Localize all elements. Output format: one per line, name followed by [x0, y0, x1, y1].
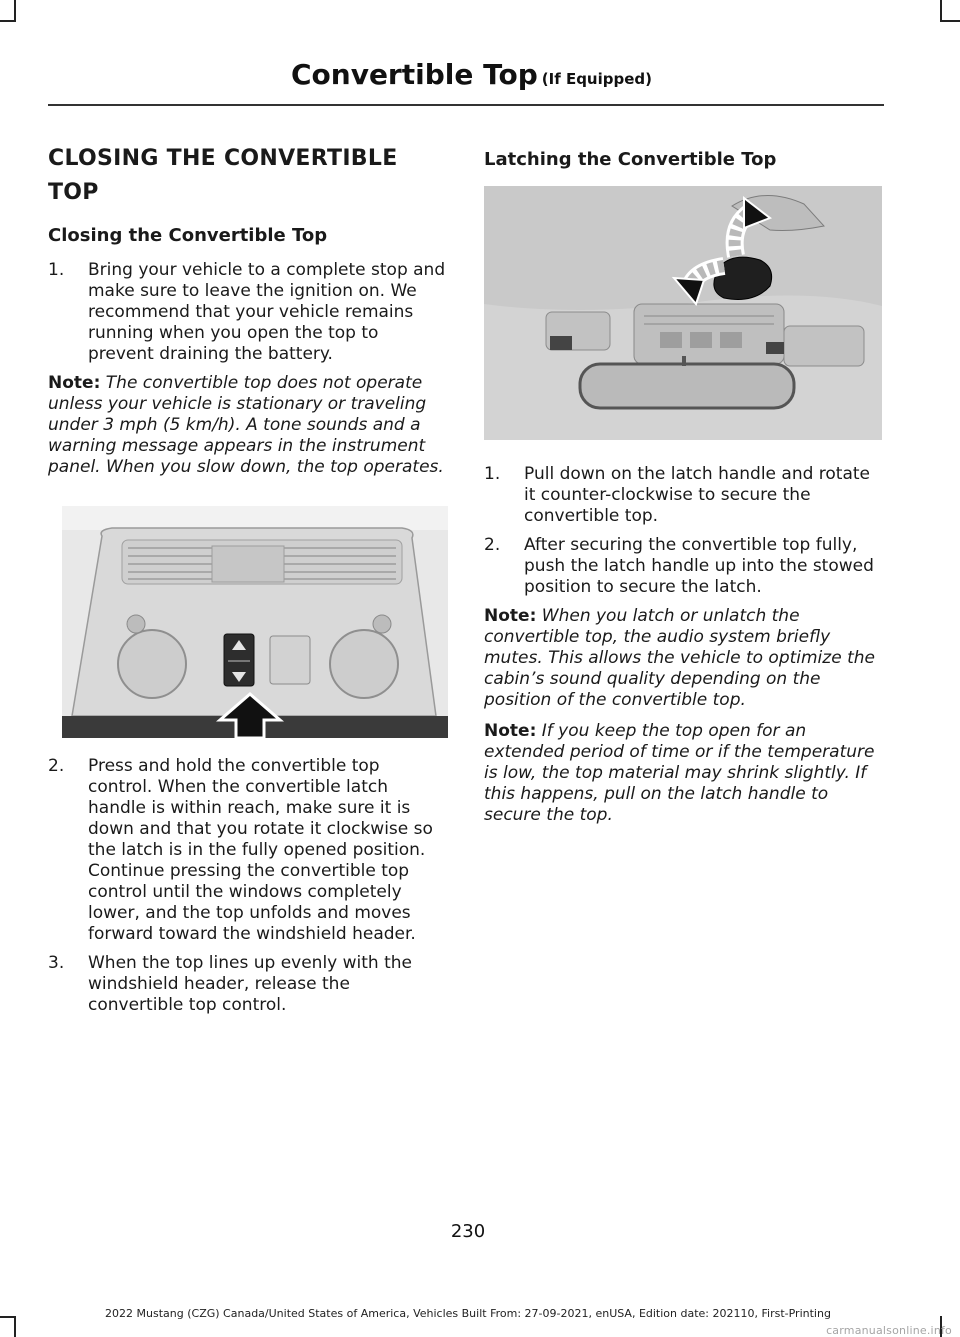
note-text: If you keep the top open for an extended period of time or if the temperature is low, the top material may shrink slightly. If this happens, pull on the latch handle to secure the top. [484, 721, 875, 825]
header-title-text: Convertible Top [290, 58, 538, 91]
section-heading: CLOSING THE CONVERTIBLE TOP [48, 146, 398, 205]
step-number: 1. [484, 464, 501, 484]
step-number: 3. [48, 953, 65, 973]
step-number: 2. [48, 756, 65, 776]
note-paragraph [484, 721, 880, 826]
right-column [484, 142, 880, 836]
latch-handle-illustration [484, 186, 882, 440]
overhead-console-illustration [62, 506, 448, 738]
note-paragraph [48, 373, 448, 478]
page-header-title [291, 58, 652, 91]
note-paragraph [484, 606, 880, 711]
sub-heading-latching: Latching the Convertible Top [484, 149, 777, 170]
crop-mark [0, 20, 14, 22]
step-text: Bring your vehicle to a complete stop and make sure to leave the ignition on. We recommend that your vehicle remains running when you open the top to prevent draining the battery. [88, 260, 446, 364]
step-number: 1. [48, 260, 65, 280]
header-divider [48, 104, 884, 106]
step-text: After securing the convertible top fully, push the latch handle up into the stowed position to secure the latch. [524, 535, 874, 597]
page-footer: 2022 Mustang (CZG) Canada/United States of America, Vehicles Built From: 27-09-2021, enUSA, Edition date: 202110, First-Printing [105, 1307, 831, 1320]
note-lead: Note: [484, 721, 537, 741]
crop-mark [940, 0, 942, 22]
step-text: When the top lines up evenly with the windshield header, release the convertible top control. [88, 953, 413, 1015]
crop-mark [942, 20, 960, 22]
watermark: carmanualsonline.info [826, 1324, 952, 1337]
note-text: When you latch or unlatch the convertible top, the audio system briefly mutes. This allows the vehicle to optimize the cabin’s sound quality depending on the position of the convertible top. [484, 606, 875, 710]
sub-heading-closing: Closing the Convertible Top [48, 225, 328, 246]
note-text: The convertible top does not operate unless your vehicle is stationary or traveling under 3 mph (5 km/h). A tone sounds and a warning message appears in the instrument panel. When you slow down, the top operates. [48, 373, 444, 477]
crop-mark [14, 0, 16, 22]
step-text: Pull down on the latch handle and rotate it counter-clockwise to secure the convertible top. [524, 464, 871, 526]
page-number: 230 [450, 1221, 486, 1242]
left-column [48, 142, 448, 1024]
step-item [48, 953, 448, 1016]
note-lead: Note: [48, 373, 101, 393]
step-text: Press and hold the convertible top control. When the convertible latch handle is within reach, make sure it is down and that you rotate it clockwise so the latch is in the fully opened position. Continue pressing the convertible top control until the windows completely lower, and the top unfolds and moves forward toward the windshield header. [88, 756, 433, 944]
step-item [48, 756, 448, 945]
step-number: 2. [484, 535, 501, 555]
step-item [48, 260, 448, 365]
overhead-console-svg [62, 506, 448, 738]
step-item [484, 535, 880, 598]
note-lead: Note: [484, 606, 537, 626]
step-item [484, 464, 880, 527]
latch-svg [484, 186, 882, 440]
header-subtitle: (If Equipped) [541, 70, 652, 88]
